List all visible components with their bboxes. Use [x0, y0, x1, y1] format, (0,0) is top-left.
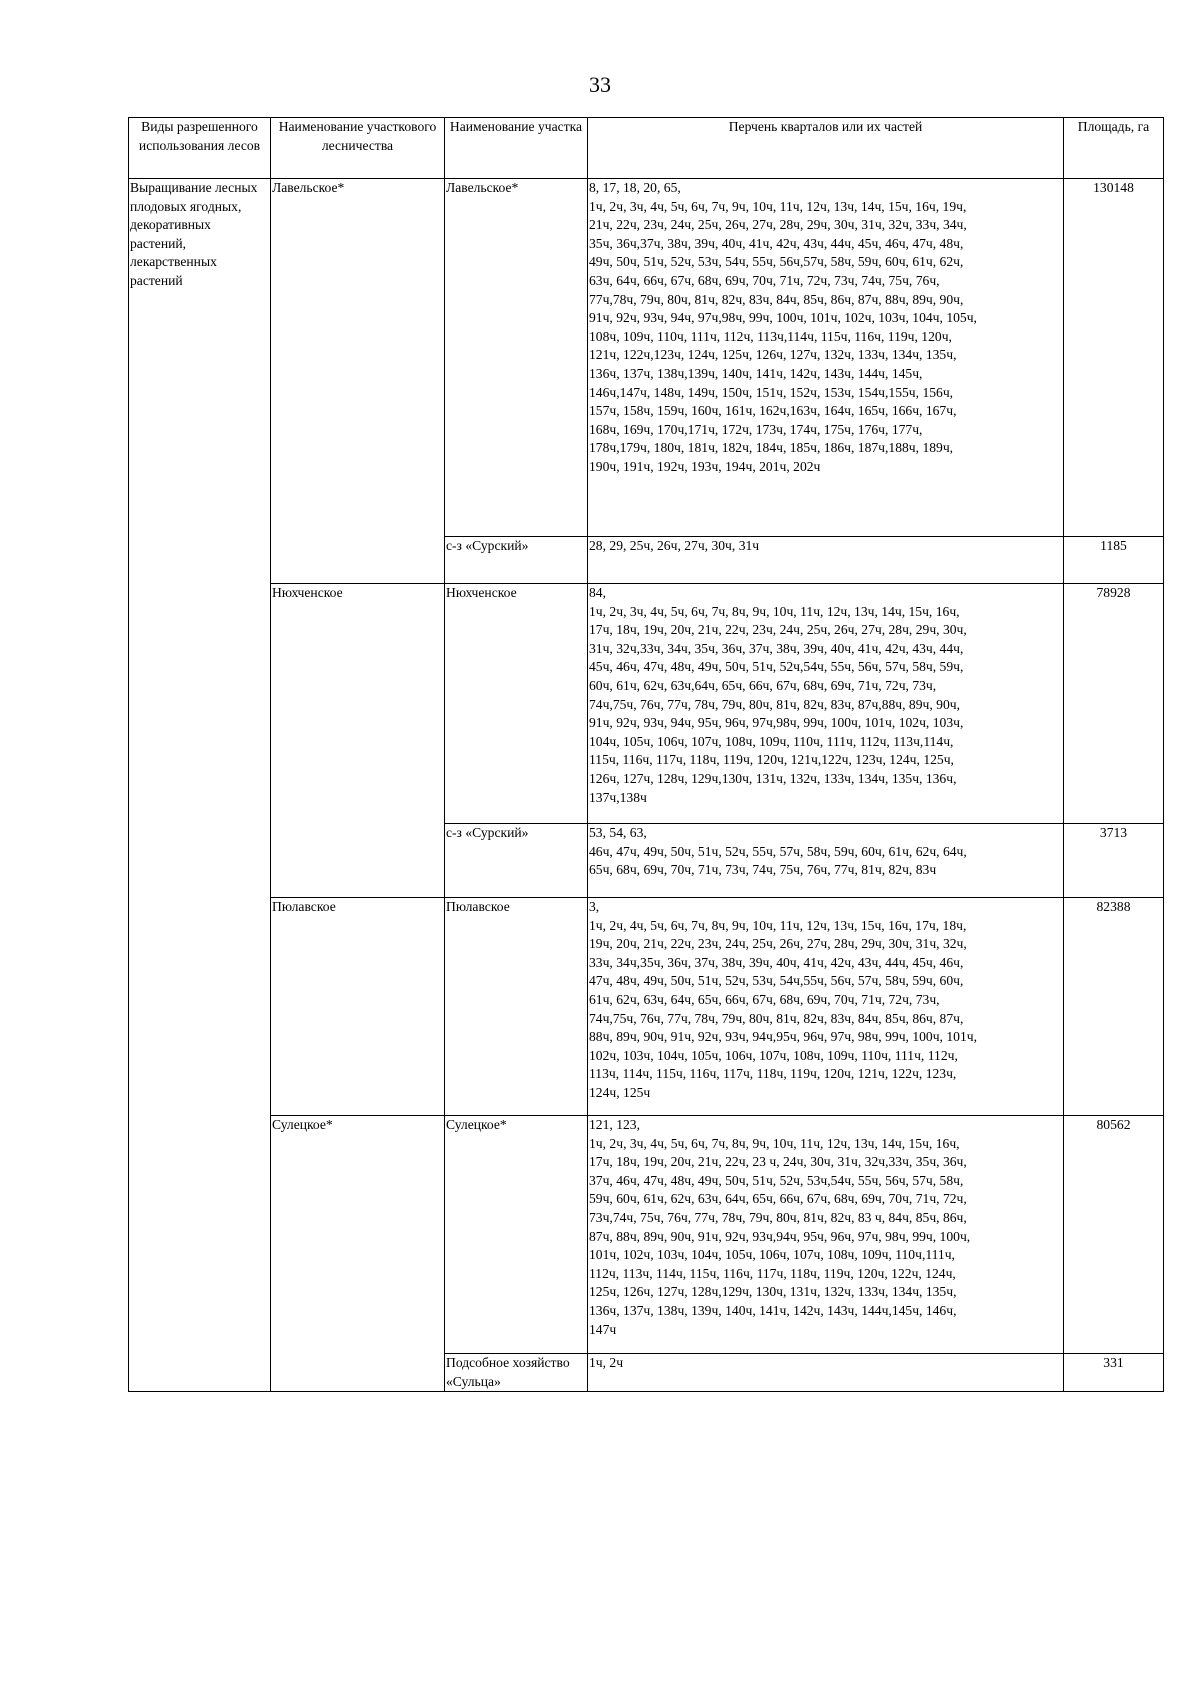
plot-cell: Нюхченское [445, 584, 588, 824]
area-cell: 80562 [1064, 1116, 1164, 1354]
area-cell: 331 [1064, 1354, 1164, 1392]
area-cell: 82388 [1064, 898, 1164, 1116]
header-quarters: Перчень кварталов или их частей [588, 118, 1064, 179]
plot-cell: Лавельское* [445, 179, 588, 537]
forestry-cell: Нюхченское [271, 584, 445, 898]
quarters-cell: 84, 1ч, 2ч, 3ч, 4ч, 5ч, 6ч, 7ч, 8ч, 9ч, 10ч, 11ч, 12ч, 13ч, 14ч, 15ч, 16ч, 17ч, 18ч, 19ч, 20ч, 21ч, 22ч, 23ч, 24ч, 25ч, 26ч, 27ч, 28ч, 29ч, 30ч, 31ч, 32ч,33ч, 34ч, 35ч, 36ч, 37ч, 38ч, 39ч, 40ч, 41ч, 42ч, 43ч, 44ч, 45ч, 46ч, 47ч, 48ч, 49ч, 50ч, 51ч, 52ч,54ч, 55ч, 56ч, 57ч, 58ч, 59ч, 60ч, 61ч, 62ч, 63ч,64ч, 65ч, 66ч, 67ч, 68ч, 69ч, 71ч, 72ч, 73ч, 74ч,75ч, 76ч, 77ч, 78ч, 79ч, 80ч, 81ч, 82ч, 83ч, 87ч,88ч, 89ч, 90ч, 91ч, 92ч, 93ч, 94ч, 95ч, 96ч, 97ч,98ч, 99ч, 100ч, 101ч, 102ч, 103ч, 104ч, 105ч, 106ч, 107ч, 108ч, 109ч, 110ч, 111ч, 112ч, 113ч,114ч, 115ч, 116ч, 117ч, 118ч, 119ч, 120ч, 121ч,122ч, 123ч, 124ч, 125ч, 126ч, 127ч, 128ч, 129ч,130ч, 131ч, 132ч, 133ч, 134ч, 135ч, 136ч, 137ч,138ч [588, 584, 1064, 824]
forestry-cell: Лавельское* [271, 179, 445, 584]
quarters-cell: 121, 123, 1ч, 2ч, 3ч, 4ч, 5ч, 6ч, 7ч, 8ч, 9ч, 10ч, 11ч, 12ч, 13ч, 14ч, 15ч, 16ч, 17ч, 18ч, 19ч, 20ч, 21ч, 22ч, 23 ч, 24ч, 30ч, 31ч, 32ч,33ч, 35ч, 36ч, 37ч, 46ч, 47ч, 48ч, 49ч, 50ч, 51ч, 52ч, 53ч,54ч, 55ч, 56ч, 57ч, 58ч, 59ч, 60ч, 61ч, 62ч, 63ч, 64ч, 65ч, 66ч, 67ч, 68ч, 69ч, 70ч, 71ч, 72ч, 73ч,74ч, 75ч, 76ч, 77ч, 78ч, 79ч, 80ч, 81ч, 82ч, 83 ч, 84ч, 85ч, 86ч, 87ч, 88ч, 89ч, 90ч, 91ч, 92ч, 93ч,94ч, 95ч, 96ч, 97ч, 98ч, 99ч, 100ч, 101ч, 102ч, 103ч, 104ч, 105ч, 106ч, 107ч, 108ч, 109ч, 110ч,111ч, 112ч, 113ч, 114ч, 115ч, 116ч, 117ч, 118ч, 119ч, 120ч, 122ч, 124ч, 125ч, 126ч, 127ч, 128ч,129ч, 130ч, 131ч, 132ч, 133ч, 134ч, 135ч, 136ч, 137ч, 138ч, 139ч, 140ч, 141ч, 142ч, 143ч, 144ч,145ч, 146ч, 147ч [588, 1116, 1064, 1354]
quarters-cell: 3, 1ч, 2ч, 4ч, 5ч, 6ч, 7ч, 8ч, 9ч, 10ч, 11ч, 12ч, 13ч, 15ч, 16ч, 17ч, 18ч, 19ч, 20ч, 21ч, 22ч, 23ч, 24ч, 25ч, 26ч, 27ч, 28ч, 29ч, 30ч, 31ч, 32ч, 33ч, 34ч,35ч, 36ч, 37ч, 38ч, 39ч, 40ч, 41ч, 42ч, 43ч, 44ч, 45ч, 46ч, 47ч, 48ч, 49ч, 50ч, 51ч, 52ч, 53ч, 54ч,55ч, 56ч, 57ч, 58ч, 59ч, 60ч, 61ч, 62ч, 63ч, 64ч, 65ч, 66ч, 67ч, 68ч, 69ч, 70ч, 71ч, 72ч, 73ч, 74ч,75ч, 76ч, 77ч, 78ч, 79ч, 80ч, 81ч, 82ч, 83ч, 84ч, 85ч, 86ч, 87ч, 88ч, 89ч, 90ч, 91ч, 92ч, 93ч, 94ч,95ч, 96ч, 97ч, 98ч, 99ч, 100ч, 101ч, 102ч, 103ч, 104ч, 105ч, 106ч, 107ч, 108ч, 109ч, 110ч, 111ч, 112ч, 113ч, 114ч, 115ч, 116ч, 117ч, 118ч, 119ч, 120ч, 121ч, 122ч, 123ч, 124ч, 125ч [588, 898, 1064, 1116]
use-type-cell: Выращивание лесных плодовых ягодных, декоративных растений, лекарственных растений [129, 179, 271, 1392]
forestry-cell: Пюлавское [271, 898, 445, 1116]
header-use-type: Виды разрешенного использования лесов [129, 118, 271, 179]
area-cell: 78928 [1064, 584, 1164, 824]
table-row [129, 584, 1164, 824]
table-row [129, 898, 1164, 1116]
forestry-cell: Сулецкое* [271, 1116, 445, 1392]
table-row [129, 179, 1164, 537]
area-cell: 3713 [1064, 824, 1164, 898]
forest-use-table [128, 117, 1164, 1392]
page-number: 33 [589, 72, 611, 97]
plot-cell: Сулецкое* [445, 1116, 588, 1354]
area-cell: 130148 [1064, 179, 1164, 537]
header-forestry: Наименование участкового лесничества [271, 118, 445, 179]
header-plot: Наименование участка [445, 118, 588, 179]
plot-cell: с-з «Сурский» [445, 824, 588, 898]
quarters-cell: 1ч, 2ч [588, 1354, 1064, 1392]
header-area: Площадь, га [1064, 118, 1164, 179]
plot-cell: Пюлавское [445, 898, 588, 1116]
table-row [129, 1116, 1164, 1354]
table-header-row [129, 118, 1164, 179]
plot-cell: Подсобное хозяйство «Сульца» [445, 1354, 588, 1392]
quarters-cell: 8, 17, 18, 20, 65, 1ч, 2ч, 3ч, 4ч, 5ч, 6ч, 7ч, 9ч, 10ч, 11ч, 12ч, 13ч, 14ч, 15ч, 16ч, 19ч, 21ч, 22ч, 23ч, 24ч, 25ч, 26ч, 27ч, 28ч, 29ч, 30ч, 31ч, 32ч, 33ч, 34ч, 35ч, 36ч,37ч, 38ч, 39ч, 40ч, 41ч, 42ч, 43ч, 44ч, 45ч, 46ч, 47ч, 48ч, 49ч, 50ч, 51ч, 52ч, 53ч, 54ч, 55ч, 56ч,57ч, 58ч, 59ч, 60ч, 61ч, 62ч, 63ч, 64ч, 66ч, 67ч, 68ч, 69ч, 70ч, 71ч, 72ч, 73ч, 74ч, 75ч, 76ч, 77ч,78ч, 79ч, 80ч, 81ч, 82ч, 83ч, 84ч, 85ч, 86ч, 87ч, 88ч, 89ч, 90ч, 91ч, 92ч, 93ч, 94ч, 97ч,98ч, 99ч, 100ч, 101ч, 102ч, 103ч, 104ч, 105ч, 108ч, 109ч, 110ч, 111ч, 112ч, 113ч,114ч, 115ч, 116ч, 119ч, 120ч, 121ч, 122ч,123ч, 124ч, 125ч, 126ч, 127ч, 132ч, 133ч, 134ч, 135ч, 136ч, 137ч, 138ч,139ч, 140ч, 141ч, 142ч, 143ч, 144ч, 145ч, 146ч,147ч, 148ч, 149ч, 150ч, 151ч, 152ч, 153ч, 154ч,155ч, 156ч, 157ч, 158ч, 159ч, 160ч, 161ч, 162ч,163ч, 164ч, 165ч, 166ч, 167ч, 168ч, 169ч, 170ч,171ч, 172ч, 173ч, 174ч, 175ч, 176ч, 177ч, 178ч,179ч, 180ч, 181ч, 182ч, 184ч, 185ч, 186ч, 187ч,188ч, 189ч, 190ч, 191ч, 192ч, 193ч, 194ч, 201ч, 202ч [588, 179, 1064, 537]
quarters-cell: 53, 54, 63, 46ч, 47ч, 49ч, 50ч, 51ч, 52ч, 55ч, 57ч, 58ч, 59ч, 60ч, 61ч, 62ч, 64ч, 65ч, 68ч, 69ч, 70ч, 71ч, 73ч, 74ч, 75ч, 76ч, 77ч, 81ч, 82ч, 83ч [588, 824, 1064, 898]
quarters-cell: 28, 29, 25ч, 26ч, 27ч, 30ч, 31ч [588, 537, 1064, 584]
plot-cell: с-з «Сурский» [445, 537, 588, 584]
area-cell: 1185 [1064, 537, 1164, 584]
